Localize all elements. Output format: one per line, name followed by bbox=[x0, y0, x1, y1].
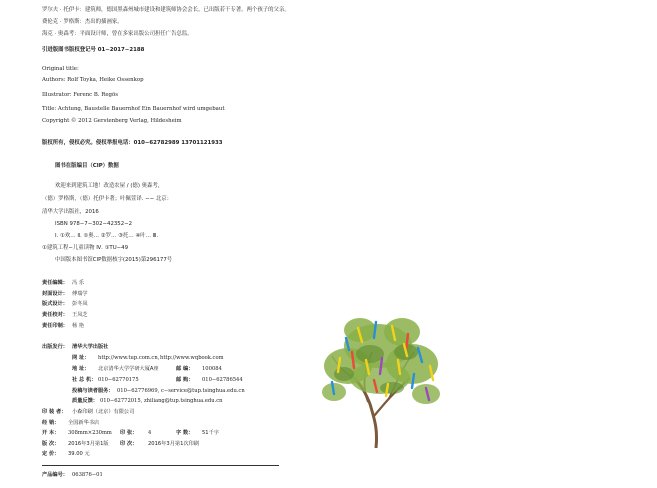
original-title: Title: Achtung, Baustelle Bauernhof Ein Bauernhof wird umgebaut bbox=[42, 106, 225, 112]
footer-rule bbox=[42, 465, 279, 466]
rights-notice: 版权所有，侵权必究。侵权举报电话：010−62782989 13701121933 bbox=[42, 140, 223, 146]
printer-label: 印 装 者： bbox=[42, 409, 67, 415]
sheets-label: 印 张： bbox=[120, 430, 138, 436]
staff-value-printing-manager: 杨 艳 bbox=[72, 323, 85, 329]
quality-feedback-label: 质量反馈： bbox=[72, 398, 98, 404]
bio-line-3: 海克 · 奥森考：平面设计师，曾在多家出版公司担任广告总监。 bbox=[42, 31, 193, 37]
printer-value: 小森印刷（北京）有限公司 bbox=[72, 409, 135, 415]
price-value: 39.00 元 bbox=[68, 451, 90, 457]
sheets-value: 4 bbox=[148, 430, 152, 436]
reader-service-value: 010−62776969, c−service@tup.tsinghua.edu.cn bbox=[117, 388, 245, 394]
address-label: 地 址： bbox=[72, 366, 90, 372]
staff-label-cover: 封面设计： bbox=[42, 291, 68, 297]
postcode-label: 邮 编： bbox=[176, 366, 194, 372]
staff-label-printing-manager: 责任印制： bbox=[42, 323, 68, 329]
web-url-2: http://www.wqbook.com bbox=[160, 355, 224, 361]
mail-order-value: 010−62786544 bbox=[202, 377, 243, 383]
cip-line-5: Ⅰ. ①欢… Ⅱ. ①奥… ②罗… ③托… ④叶… Ⅲ. bbox=[55, 233, 159, 239]
publisher-name: 清华大学出版社 bbox=[72, 344, 109, 350]
cip-isbn: ISBN 978−7−302−42352−2 bbox=[55, 221, 133, 227]
distributor-label: 经 销： bbox=[42, 420, 60, 426]
product-code-value: 063876−01 bbox=[72, 472, 103, 478]
format-label: 开 本： bbox=[42, 430, 60, 436]
word-count-label: 字 数： bbox=[176, 430, 194, 436]
bio-line-1: 罗尔夫 · 托伊卡：建筑师，德国黑森州城市建设和建筑师协会会长。已出版若干专著。两个孩子的父亲。 bbox=[42, 7, 290, 13]
original-title-heading: Original title: bbox=[42, 66, 79, 72]
reader-service-label: 投稿与读者服务： bbox=[72, 388, 114, 394]
cip-line-6: ①建筑工程−儿童读物 Ⅳ. ①TU−49 bbox=[42, 245, 129, 251]
quality-feedback-value: 010−62772015, zhiliang@tup.tsinghua.edu.cn bbox=[100, 398, 223, 404]
ribbon-tree-illustration bbox=[318, 308, 448, 448]
impression-label: 印 次： bbox=[120, 441, 138, 447]
staff-value-editor: 冯 乐 bbox=[72, 280, 85, 286]
staff-value-layout: 彭冬凤 bbox=[72, 301, 88, 307]
publisher-label: 出版发行： bbox=[42, 344, 68, 350]
edition-label: 版 次： bbox=[42, 441, 60, 447]
staff-label-proofreader: 责任校对： bbox=[42, 312, 68, 318]
format-value: 308mm×230mm bbox=[68, 430, 112, 436]
bio-line-2: 费伦克 · 罗格斯：杰出的插画家。 bbox=[42, 19, 123, 25]
distributor-value: 全国新华书店 bbox=[68, 420, 100, 426]
postcode-value: 100084 bbox=[202, 366, 222, 372]
mail-order-label: 邮 购： bbox=[176, 377, 194, 383]
original-authors: Authors: Rolf Toyka, Heike Ossenkop bbox=[42, 77, 144, 83]
copyright-registration: 引进版图书版权登记号 01−2017−2188 bbox=[42, 47, 145, 53]
cip-cataloging-number: 中国版本图书馆CIP数据核字(2015)第296177号 bbox=[55, 257, 173, 263]
edition-value: 2016年3月第1版 bbox=[68, 441, 109, 447]
staff-value-proofreader: 王凤芝 bbox=[72, 312, 88, 318]
web-url-1: http://www.tup.com.cn, bbox=[98, 355, 160, 361]
staff-label-layout: 版式设计： bbox=[42, 301, 68, 307]
price-label: 定 价： bbox=[42, 451, 60, 457]
product-code-label: 产品编号： bbox=[42, 472, 68, 478]
word-count-value: 51千字 bbox=[202, 430, 219, 436]
cip-line-3: 清华大学出版社，2016 bbox=[42, 209, 99, 215]
switchboard-label: 社 总 机： bbox=[72, 377, 97, 383]
cip-line-1: 欢迎来到建筑工地！改造农屋 / (德) 奥森考， bbox=[55, 183, 164, 189]
impression-value: 2016年3月第1次印刷 bbox=[148, 441, 199, 447]
staff-value-cover: 傅瑞学 bbox=[72, 291, 88, 297]
staff-label-editor: 责任编辑： bbox=[42, 280, 68, 286]
cip-line-2: （德）罗格斯，（德）托伊卡著；叶佩萱译. −− 北京： bbox=[42, 196, 173, 202]
original-illustrator: Illustrator: Ferenc B. Regös bbox=[42, 92, 118, 98]
cip-heading: 图书在版编目（CIP）数据 bbox=[55, 163, 119, 169]
web-label: 网 址： bbox=[72, 355, 90, 361]
switchboard-value: 010−62770175 bbox=[98, 377, 139, 383]
original-copyright: Copyright © 2012 Gerstenberg Verlag, Hildesheim bbox=[42, 118, 182, 124]
address-value: 北京清华大学学研大厦A座 bbox=[98, 366, 159, 372]
